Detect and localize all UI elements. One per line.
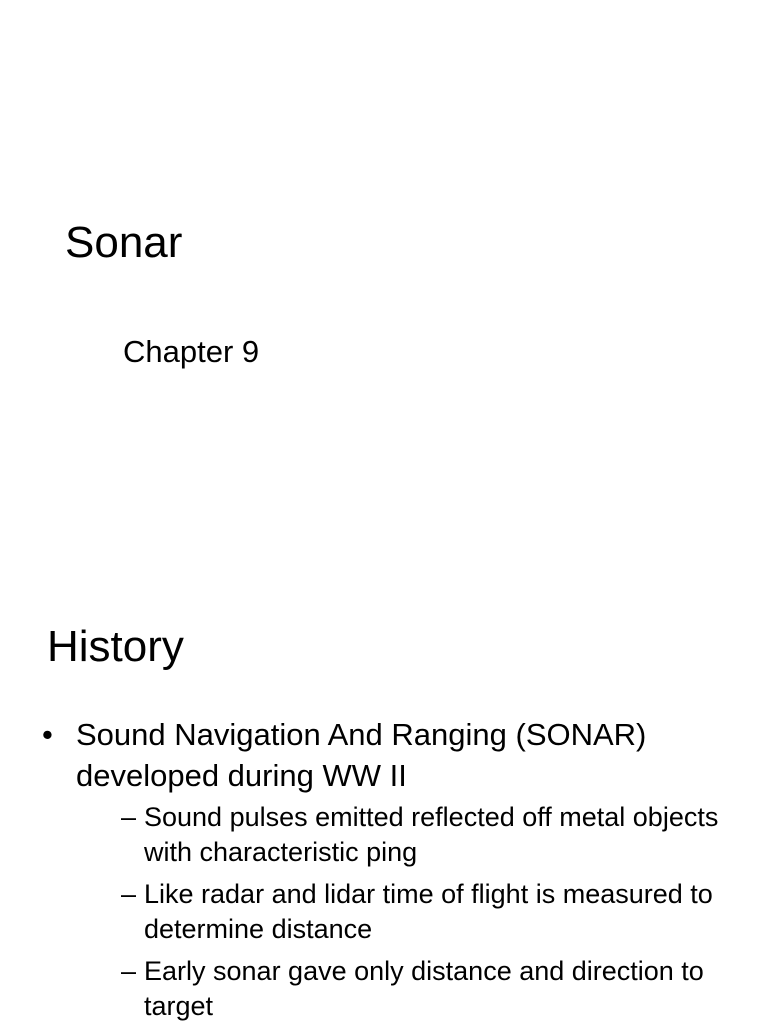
bullet-marker: • <box>42 717 53 752</box>
slide-title: History <box>47 622 184 671</box>
sub-bullet-item <box>76 877 740 947</box>
sub-bullet-text: Early sonar gave only distance and direction to target <box>144 956 704 1021</box>
sub-bullet-text: Sound pulses emitted reflected off metal objects with characteristic ping <box>144 802 719 867</box>
dash-marker: – <box>121 879 137 909</box>
sub-bullet-list <box>76 800 740 1024</box>
sub-bullet-item <box>76 800 740 870</box>
history-slide <box>0 576 768 1024</box>
bullet-list <box>40 714 740 1024</box>
slide-subtitle: Chapter 9 <box>123 334 260 369</box>
slide-title: Sonar <box>65 218 183 267</box>
dash-marker: – <box>121 802 137 832</box>
dash-marker: – <box>121 956 137 986</box>
sub-bullet-item <box>76 954 740 1024</box>
bullet-item <box>40 714 740 1024</box>
bullet-text: Sound Navigation And Ranging (SONAR) developed during WW II <box>76 717 647 793</box>
sub-bullet-text: Like radar and lidar time of flight is measured to determine distance <box>144 879 713 944</box>
